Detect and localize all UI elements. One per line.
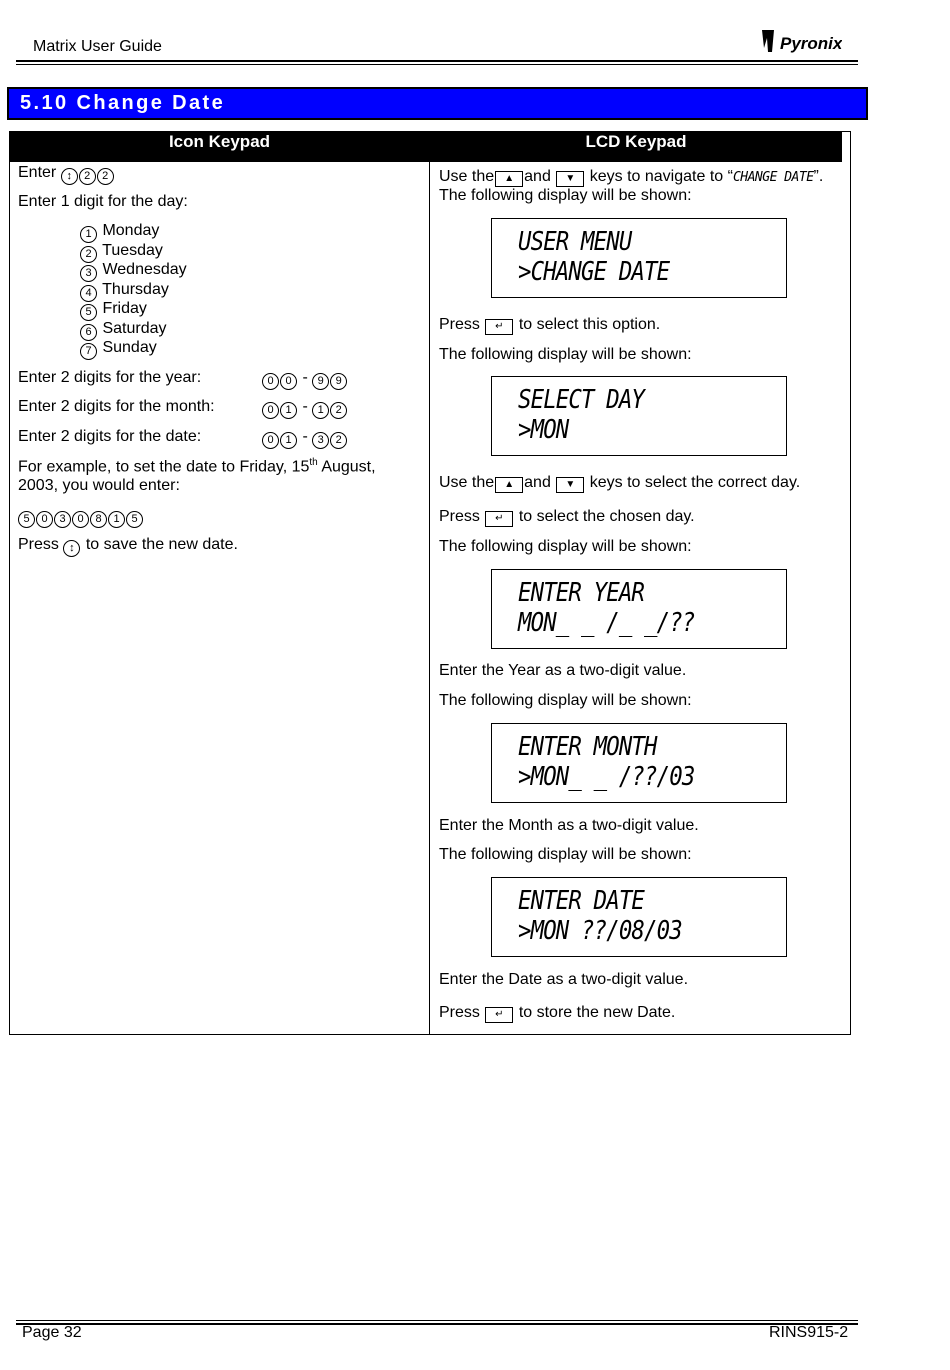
day-key: 5 [80, 304, 97, 321]
lcd-display-enter-date [491, 877, 787, 957]
key-digit: 5 [126, 511, 143, 528]
column-header-lcd-keypad: LCD Keypad [430, 131, 842, 162]
press-label: Press [439, 1004, 480, 1021]
day-name: Saturday [102, 320, 167, 337]
key-digit: 1 [312, 402, 329, 419]
range-dash: - [302, 369, 308, 386]
document-code: RINS915-2 [769, 1324, 849, 1341]
month-range [262, 398, 348, 419]
range-dash: - [302, 398, 308, 415]
up-arrow-key-icon: ▲ [495, 171, 523, 187]
day-key: 1 [80, 226, 97, 243]
press-label: Press [18, 536, 59, 553]
date-prompt: Enter 2 digits for the date: [18, 428, 202, 445]
instruction-text: keys to select the correct day. [589, 474, 801, 491]
lcd-line-1: ENTER DATE [518, 886, 645, 916]
day-item [80, 339, 157, 360]
down-arrow-key-icon: ▼ [556, 171, 584, 187]
menu-option-name: CHANGE DATE [732, 170, 814, 185]
date-instruction: Enter the Date as a two-digit value. [439, 971, 689, 988]
example-key-sequence [18, 507, 144, 528]
key-digit: 3 [54, 511, 71, 528]
day-name: Monday [102, 222, 160, 239]
key-digit: 1 [280, 402, 297, 419]
key-digit: 1 [280, 432, 297, 449]
day-prompt: Enter 1 digit for the day: [18, 193, 188, 210]
lcd-display-enter-year [491, 569, 787, 649]
example-line-2: 2003, you would enter: [18, 477, 180, 494]
logo-text: Pyronix [780, 34, 842, 53]
day-item [80, 242, 163, 263]
day-item [80, 320, 167, 341]
year-instruction: Enter the Year as a two-digit value. [439, 662, 687, 679]
page-number: Page 32 [22, 1324, 82, 1341]
navigate-instruction [439, 168, 823, 187]
display-shown-text: The following display will be shown: [439, 692, 692, 709]
down-arrow-key-icon: ▼ [556, 477, 584, 493]
pyronix-logo [760, 28, 842, 54]
lcd-line-1: USER MENU [518, 227, 632, 257]
example-text: For example, to set the date to Friday, 15 [18, 458, 310, 476]
save-text: to save the new date. [85, 536, 238, 553]
footer-rule-thin [16, 1320, 858, 1321]
lcd-line-1: ENTER YEAR [518, 578, 645, 608]
key-digit: 0 [36, 511, 53, 528]
day-key: 6 [80, 324, 97, 341]
day-name: Sunday [102, 339, 157, 356]
set-key-icon: ↕ [61, 168, 78, 185]
instruction-text: and [524, 168, 551, 185]
lcd-line-2: >MON ??/08/03 [518, 916, 682, 946]
store-instruction [439, 1004, 675, 1023]
day-key: 7 [80, 343, 97, 360]
press-label: Press [439, 316, 480, 333]
key-digit: 5 [18, 511, 35, 528]
example-line-1 [18, 457, 376, 476]
enter-label: Enter [18, 164, 57, 181]
lcd-line-2: MON_ _ /_ _/?? [518, 608, 695, 638]
day-item [80, 222, 159, 243]
day-item [80, 261, 187, 282]
day-item [80, 281, 169, 302]
day-key: 3 [80, 265, 97, 282]
day-name: Wednesday [102, 261, 187, 278]
ordinal-suffix: th [309, 457, 318, 468]
footer-rule [16, 1323, 858, 1325]
key-digit: 2 [330, 402, 347, 419]
select-option-instruction [439, 316, 660, 335]
key-digit: 0 [72, 511, 89, 528]
header-rule-thin [16, 64, 858, 65]
year-prompt: Enter 2 digits for the year: [18, 369, 202, 386]
date-range [262, 428, 348, 449]
key-digit: 3 [312, 432, 329, 449]
column-header-icon-keypad: Icon Keypad [9, 131, 430, 162]
lcd-display-user-menu [491, 218, 787, 298]
save-instruction [18, 536, 238, 557]
key-digit: 8 [90, 511, 107, 528]
month-instruction: Enter the Month as a two-digit value. [439, 817, 699, 834]
key-digit: 0 [262, 432, 279, 449]
day-name: Tuesday [102, 242, 163, 259]
example-text: August, [317, 458, 376, 476]
lcd-line-1: SELECT DAY [518, 385, 645, 415]
enter-code-line [18, 164, 115, 185]
range-dash: - [302, 428, 308, 445]
lcd-line-2: >CHANGE DATE [518, 257, 670, 287]
instruction-text: to store the new Date. [518, 1004, 676, 1021]
lcd-display-select-day [491, 376, 787, 456]
lcd-line-2: >MON_ _ /??/03 [518, 762, 695, 792]
day-name: Thursday [102, 281, 169, 298]
section-heading: 5.10 Change Date [7, 87, 868, 120]
instruction-text: ”. [813, 168, 824, 185]
key-digit: 9 [330, 373, 347, 390]
document-title: Matrix User Guide [33, 38, 162, 55]
key-digit: 9 [312, 373, 329, 390]
day-name: Friday [102, 300, 147, 317]
enter-key-icon: ↵ [485, 319, 513, 335]
up-arrow-key-icon: ▲ [495, 477, 523, 493]
key-digit: 1 [108, 511, 125, 528]
day-item [80, 300, 147, 321]
key-digit: 2 [330, 432, 347, 449]
day-key: 4 [80, 285, 97, 302]
instruction-text: Use the [439, 168, 495, 185]
select-day-confirm [439, 508, 695, 527]
lcd-line-1: ENTER MONTH [518, 732, 657, 762]
press-label: Press [439, 508, 480, 525]
year-range [262, 369, 348, 390]
display-shown-text: The following display will be shown: [439, 187, 692, 204]
header-rule [16, 60, 858, 62]
select-day-instruction [439, 474, 800, 493]
instruction-text: keys to navigate to “ [589, 168, 733, 185]
instruction-text: to select the chosen day. [518, 508, 695, 525]
instruction-text: and [524, 474, 551, 491]
display-shown-text: The following display will be shown: [439, 346, 692, 363]
lcd-line-2: >MON [518, 415, 569, 445]
key-digit: 0 [262, 373, 279, 390]
day-key: 2 [80, 246, 97, 263]
display-shown-text: The following display will be shown: [439, 846, 692, 863]
enter-key-icon: ↵ [485, 511, 513, 527]
display-shown-text: The following display will be shown: [439, 538, 692, 555]
column-divider [429, 131, 430, 1035]
key-digit: 0 [280, 373, 297, 390]
key-digit: 2 [79, 168, 96, 185]
enter-key-icon: ↵ [485, 1007, 513, 1023]
set-key-icon: ↕ [63, 540, 80, 557]
lcd-display-enter-month [491, 723, 787, 803]
month-prompt: Enter 2 digits for the month: [18, 398, 215, 415]
instruction-text: Use the [439, 474, 495, 491]
instruction-text: to select this option. [518, 316, 661, 333]
key-digit: 2 [97, 168, 114, 185]
key-digit: 0 [262, 402, 279, 419]
